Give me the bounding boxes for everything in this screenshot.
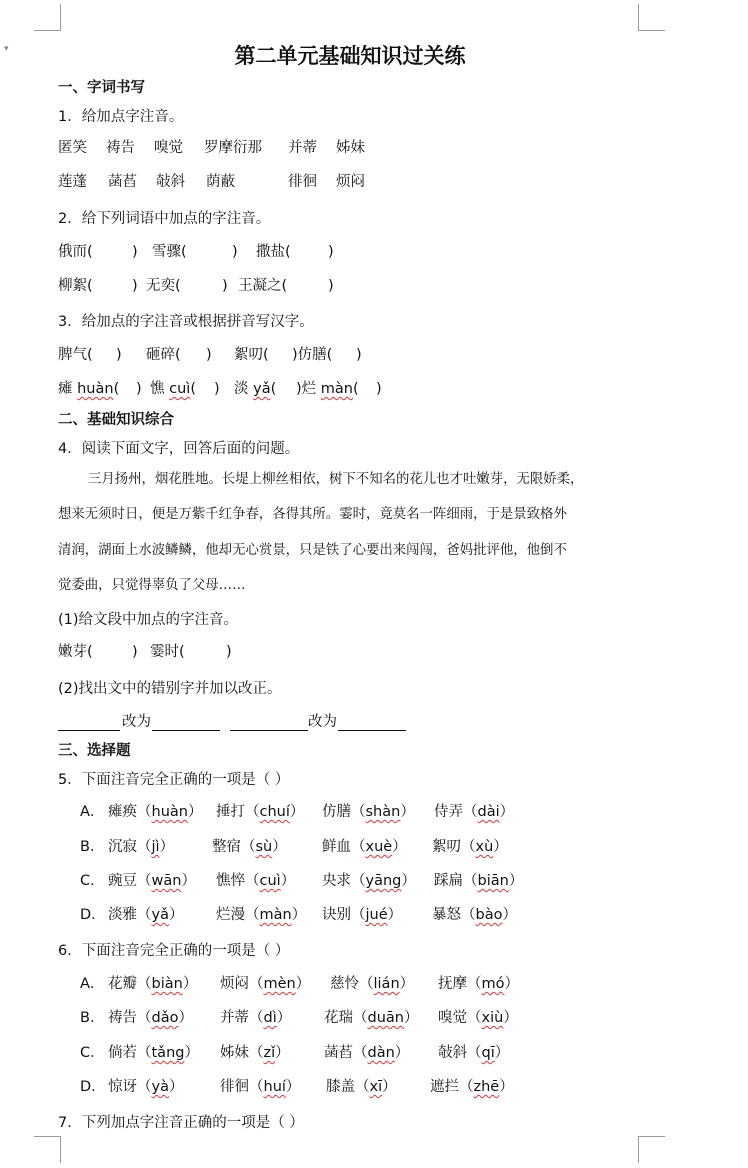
paren: ） [382,1079,397,1095]
option-item [108,1043,199,1063]
pinyin: yāng [365,873,402,889]
option-item [330,974,414,994]
word: 鲜血 [322,839,351,855]
paren: ） [499,1079,514,1095]
option-letter: C． [80,873,105,889]
pinyin: yǎ [253,381,271,397]
word: )仿膳( [292,347,333,363]
page-title: 第二单元基础知识过关练 [234,43,466,68]
word: 膝盖 [326,1079,355,1095]
option-item [322,837,407,857]
crop-mark-top-left [34,4,61,31]
bracket-close: ) [206,347,212,363]
bracket-close: ) [328,244,334,260]
paren: ） [508,873,524,889]
option-item [108,1077,183,1097]
word: 撒盐( [256,244,291,260]
pinyin: sù [255,839,273,855]
paren: （ [459,1079,474,1095]
pinyin: màn [320,381,353,397]
option-item [326,1077,397,1097]
question-label: 3．给加点的字注音或根据拼音写汉字。 [58,314,314,330]
word: 侍弄 [434,804,463,820]
pinyin: yǎ [151,907,169,923]
word: 倘若 [108,1045,137,1061]
paren: （ [241,839,256,855]
option-item [434,802,514,822]
bracket-open: ( [113,381,120,397]
paren: ） [504,976,519,992]
section-heading: 三、选择题 [58,743,131,759]
word: 瘫 [58,381,73,397]
subquestion-label: (2)找出文中的错别字并加以改正。 [58,681,282,697]
passage-line: 清润，湖面上水波鳞鳞，他却无心赏景，只是铁了心要出来闯闯，爸妈批评他，他倒不 [58,543,567,558]
option-item [216,871,295,891]
paren: （ [245,873,260,889]
question-label: 7．下列加点字注音正确的一项是（ ） [58,1115,304,1131]
word: 整宿 [212,839,241,855]
paren: （ [137,1045,152,1061]
word: 央求 [322,873,351,889]
word: 雪骤( [152,244,187,260]
bracket-open: ( [352,381,359,397]
pinyin: biān [477,873,509,889]
word: 淡雅 [108,907,137,923]
paren: （ [351,907,366,923]
word: 敧斜 [156,174,185,190]
subquestion-label: (1)给文段中加点的字注音。 [58,612,239,628]
option-item [438,974,519,994]
paren: （ [351,804,366,820]
paren: （ [467,976,482,992]
option-letter: C． [80,1045,105,1061]
option-item [220,1077,300,1097]
paren: （ [467,1010,482,1026]
pinyin: cuì [169,381,191,397]
pinyin: lián [373,976,400,992]
answer-blank[interactable] [230,730,308,731]
paren: （ [351,839,366,855]
option-item [220,974,310,994]
option-item [430,1077,514,1097]
paren: ） [399,976,415,992]
paren: （ [353,1045,368,1061]
section-heading: 一、字词书写 [58,80,145,96]
bracket-close: ) [328,278,334,294]
answer-blank[interactable] [338,730,406,731]
pinyin: xù [475,839,494,855]
paren: （ [137,907,152,923]
answer-blank[interactable] [58,730,120,731]
pinyin: wān [151,873,182,889]
paren: ） [291,907,307,923]
pinyin: bào [475,907,503,923]
word: 嗅觉 [154,140,183,156]
answer-blank[interactable] [152,730,220,731]
pinyin: shàn [365,804,401,820]
word: 霎时( [150,644,185,660]
word: 烂漫 [216,907,245,923]
word: 花瑞 [324,1010,353,1026]
option-letter: A． [80,804,105,820]
pinyin: mèn [263,976,296,992]
option-item [324,1043,409,1063]
paren: ） [503,1010,518,1026]
paren: （ [137,804,152,820]
pinyin: mó [481,976,505,992]
word: 花瓣 [108,976,137,992]
option-item [108,837,174,857]
option-item [108,802,202,822]
option-item [434,871,523,891]
paren: （ [245,804,260,820]
paren: ） [394,1045,410,1061]
question-label: 2．给下列词语中加点的字注音。 [58,211,271,227]
paren: （ [249,976,264,992]
pinyin: chuí [259,804,290,820]
paren: （ [137,1079,152,1095]
paren: ） [387,907,403,923]
word: 并蒂 [288,140,317,156]
pinyin: yà [151,1079,169,1095]
word: 暴怒 [432,907,461,923]
option-letter: B． [80,839,105,855]
paren: ） [285,1079,301,1095]
paren: ） [182,976,198,992]
paren: ） [276,1010,292,1026]
pinyin: huí [263,1079,286,1095]
option-item [324,1008,418,1028]
paren: （ [249,1010,264,1026]
paren: （ [359,976,374,992]
word: 罗摩衍那 [204,140,262,156]
word: 砸碎( [146,347,181,363]
option-item [108,871,196,891]
bracket-close: ) [116,347,122,363]
bracket-open: ( [270,381,277,397]
pinyin: duān [367,1010,404,1026]
paren: （ [463,873,478,889]
option-item [212,837,287,857]
paren: ） [184,1045,199,1061]
paren: ） [178,1010,193,1026]
paren: （ [467,1045,482,1061]
word: 豌豆 [108,873,137,889]
question-label: 1．给加点字注音。 [58,109,184,125]
word: 踩扁 [434,873,463,889]
paren: ） [493,839,508,855]
word: 惊讶 [108,1079,137,1095]
word: 瘫痪 [108,804,137,820]
crop-mark-top-right [638,4,665,31]
pinyin: xī [369,1079,383,1095]
option-letter: A． [80,976,105,992]
correction-row [58,712,418,734]
word: 慈怜 [330,976,359,992]
paren: ） [168,907,184,923]
word: 无奕( [146,278,181,294]
word: 莲蓬 [58,174,87,190]
word: 柳絮( [58,278,93,294]
option-item [432,905,517,925]
paren: ） [502,907,517,923]
word: 遮拦 [430,1079,459,1095]
pinyin: qī [481,1045,495,1061]
word: 絮叨 [432,839,461,855]
paren: ） [168,1079,184,1095]
word: 诀别 [322,907,351,923]
bracket-close: ) [296,381,302,397]
pinyin: dì [263,1010,277,1026]
paren: （ [137,839,152,855]
paren: ） [403,1010,419,1026]
question-label: 6．下面注音完全正确的一项是（ ） [58,943,290,959]
bracket-close: ) [376,381,382,397]
pinyin: biàn [151,976,183,992]
paren: （ [137,1010,152,1026]
option-item [322,905,402,925]
bracket-close: ) [132,644,138,660]
option-item [220,1008,291,1028]
option-item [438,1043,509,1063]
option-letter: B． [80,1010,105,1026]
word: 祷告 [108,1010,137,1026]
margin-marker-icon: ▾ [4,44,9,54]
word: 憔悴 [216,873,245,889]
pinyin: huàn [151,804,188,820]
option-item [220,1043,290,1063]
pinyin: dǎo [151,1010,179,1026]
option-letter: D． [80,1079,106,1095]
paren: ） [187,804,203,820]
word: 王凝之( [238,278,288,294]
bracket-close: ) [132,244,138,260]
paren: ） [181,873,196,889]
word: 姊妹 [336,140,365,156]
bracket-close: ) [214,381,220,397]
option-item [216,802,304,822]
option-item [432,837,508,857]
word: 絮叨( [234,347,269,363]
paren: （ [463,804,478,820]
word: 嗅觉 [438,1010,467,1026]
word: 敧斜 [438,1045,467,1061]
word: 俄而( [58,244,93,260]
pinyin: zhē [473,1079,500,1095]
paren: （ [245,907,260,923]
paren: （ [355,1079,370,1095]
word: 祷告 [106,140,135,156]
bracket-close: ) [136,381,142,397]
option-item [322,802,415,822]
question-label: 4．阅读下面文字，回答后面的问题。 [58,441,300,457]
pinyin: dàn [367,1045,395,1061]
paren: ） [159,839,175,855]
option-letter: D． [80,907,106,923]
paren: （ [137,976,152,992]
paren: ） [280,873,296,889]
word: 荫蔽 [206,174,235,190]
paren: （ [249,1045,264,1061]
paren: ） [392,839,407,855]
paren: （ [353,1010,368,1026]
pinyin: tǎng [151,1045,185,1061]
paren: （ [249,1079,264,1095]
section-heading: 二、基础知识综合 [58,412,174,428]
question-label: 5．下面注音完全正确的一项是（ ） [58,772,290,788]
pinyin: xiù [481,1010,504,1026]
pinyin: jì [151,839,160,855]
paren: （ [351,873,366,889]
word: 嫩芽( [58,644,93,660]
word: 捶打 [216,804,245,820]
option-item [108,1008,193,1028]
bracket-open: ( [190,381,196,397]
option-item [108,905,183,925]
paren: ） [289,804,305,820]
bracket-close: ) [226,644,232,660]
word: 菡萏 [108,174,137,190]
passage-line: 觉委曲，只觉得辜负了父母…… [58,578,246,593]
word: 烦闷 [336,174,365,190]
passage-line: 想来无须时日，便是万紫千红争春，各得其所。霎时，竟莫名一阵细雨，于是景致格外 [58,507,567,522]
change-to-label: 改为 [122,714,151,730]
pinyin: dài [477,804,500,820]
crop-mark-bottom-right [638,1136,665,1163]
pinyin: cuì [259,873,281,889]
word: 沉寂 [108,839,137,855]
word: 脾气( [58,347,93,363]
paren: ） [275,1045,290,1061]
bracket-close: ) [132,278,138,294]
word: 淡 [234,381,249,397]
word: 抚摩 [438,976,467,992]
paren: ） [494,1045,510,1061]
passage-line: 三月扬州，烟花胜地。长堤上柳丝相依，树下不知名的花儿也才吐嫩芽，无限娇柔， [88,472,584,487]
word: 烂 [301,381,317,397]
option-item [216,905,306,925]
word: 匿笑 [58,140,87,156]
bracket-close: ) [222,278,228,294]
word: 并蒂 [220,1010,249,1026]
word: 姊妹 [220,1045,249,1061]
paren: ） [272,839,287,855]
paren: （ [461,839,476,855]
option-item [438,1008,518,1028]
word: 菡萏 [324,1045,353,1061]
option-item [108,974,197,994]
pinyin: huàn [77,381,114,397]
paren: ） [400,804,415,820]
word: 烦闷 [220,976,249,992]
pinyin: màn [259,907,292,923]
word: 仿膳 [322,804,351,820]
crop-mark-bottom-left [34,1136,61,1163]
paren: （ [137,873,152,889]
bracket-close: ) [232,244,238,260]
pinyin: zǐ [263,1045,276,1061]
paren: ） [295,976,311,992]
option-item [322,871,416,891]
change-to-label: 改为 [308,714,337,730]
bracket-close: ) [356,347,362,363]
paren: ） [499,804,515,820]
word: 徘徊 [220,1079,249,1095]
pinyin: xuè [365,839,393,855]
word: 憔 [150,381,165,397]
paren: （ [461,907,476,923]
paren: ） [401,873,416,889]
word: 徘徊 [288,174,317,190]
pinyin: jué [365,907,388,923]
